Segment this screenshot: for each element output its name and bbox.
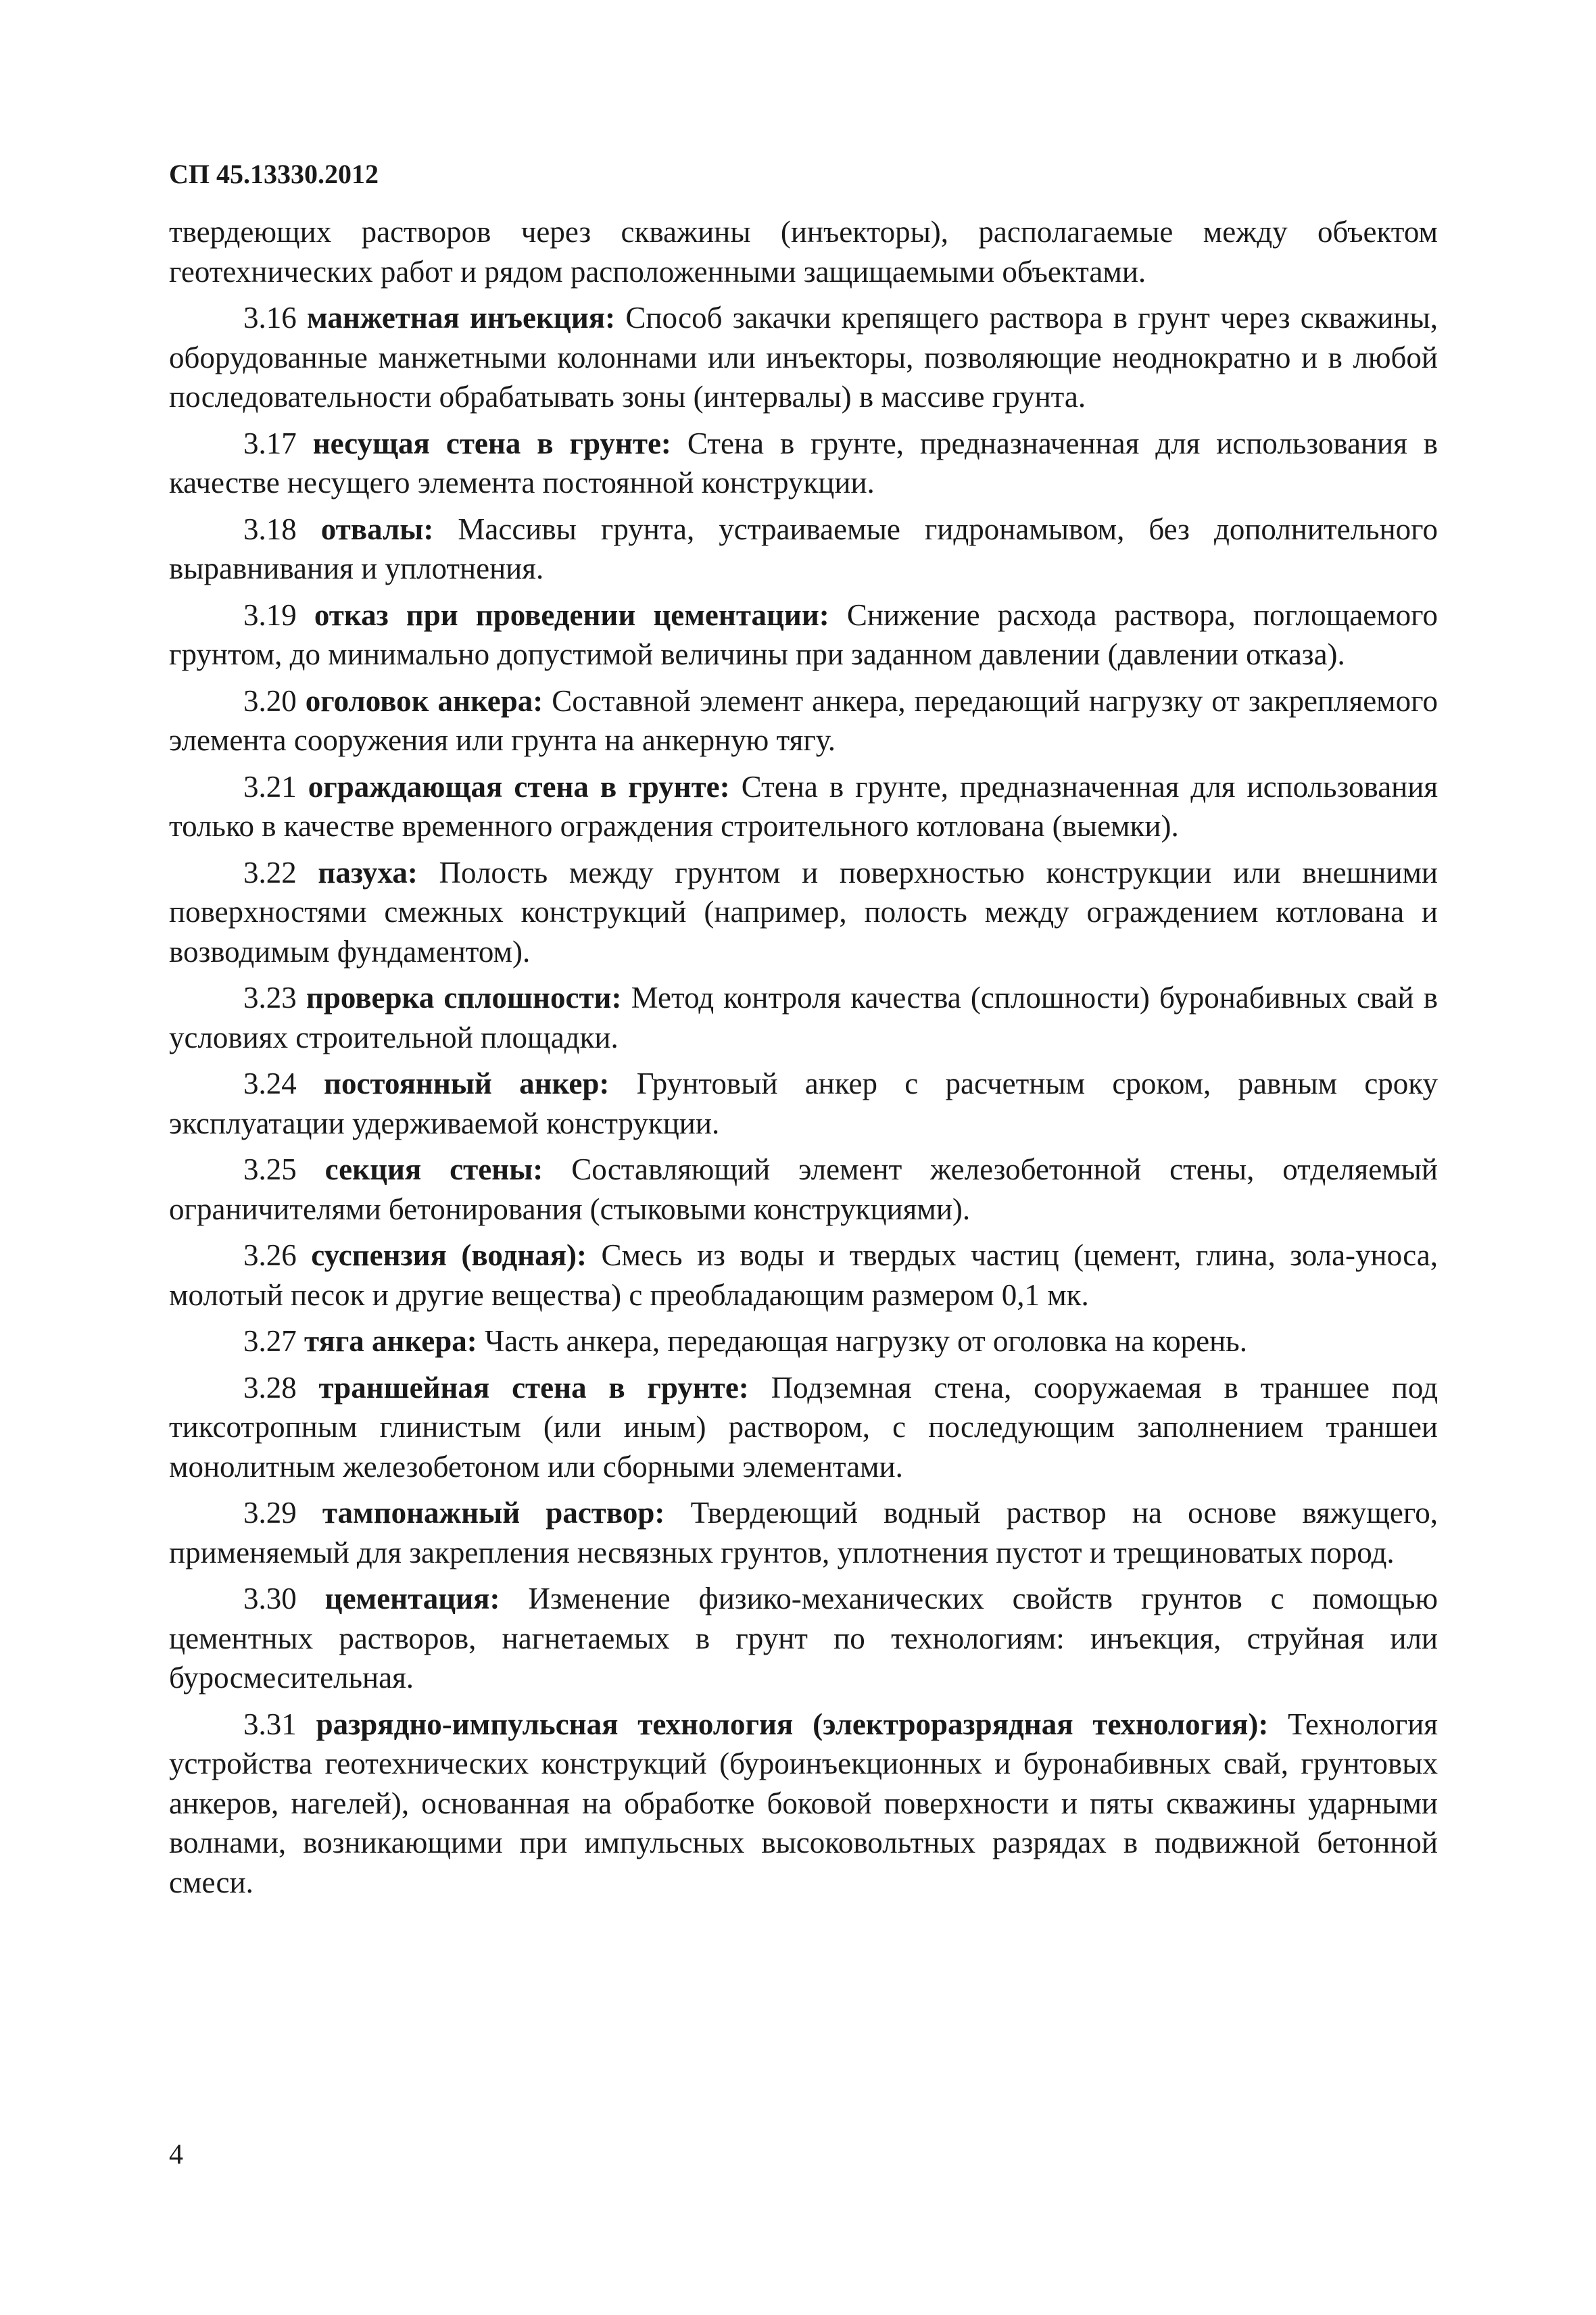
definition-3-16: [169, 298, 1438, 417]
definition-3-17: [169, 424, 1438, 503]
definition-number: 3.27: [243, 1324, 297, 1358]
definition-number: 3.29: [243, 1496, 297, 1530]
definition-3-28: [169, 1368, 1438, 1487]
definition-term: цементация:: [324, 1582, 500, 1615]
definition-text: Технология устройства геотехнических конструкций (буроинъекционных и буронабивных свай, грунтовых анкеров, нагелей), основанная на обработке боковой поверхности и пяты скважины ударными волнами, возникающими при импульсных высоковольтных разрядах в подвижной бетонной смеси.: [169, 1707, 1438, 1899]
definition-number: 3.18: [243, 512, 297, 546]
definition-3-19: [169, 595, 1438, 675]
definition-text: Смесь из воды и твердых частиц (цемент, глина, зола-уноса, молотый песок и другие вещества) с преобладающим размером 0,1 мк.: [169, 1238, 1438, 1312]
definition-term: оголовок анкера:: [305, 683, 543, 718]
definition-term: отвалы:: [320, 512, 434, 546]
definition-3-18: [169, 510, 1438, 589]
document-code: СП 45.13330.2012: [169, 159, 379, 189]
definition-text: Грунтовый анкер с расчетным сроком, равным сроку эксплуатации удерживаемой конструкции.: [169, 1067, 1438, 1140]
definition-text: Твердеющий водный раствор на основе вяжущего, применяемый для закрепления несвязных грунтов, уплотнения пустот и трещиноватых пород.: [169, 1496, 1438, 1569]
definition-number: 3.19: [243, 598, 297, 632]
definition-text: Изменение физико-механических свойств грунтов с помощью цементных растворов, нагнетаемых в грунт по технологиям: инъекция, струйная или буросмесительная.: [169, 1582, 1438, 1695]
definition-3-25: [169, 1150, 1438, 1229]
page-number: 4: [169, 2139, 183, 2170]
definition-term: траншейная стена в грунте:: [318, 1370, 749, 1405]
document-body: [169, 212, 1438, 1909]
definition-3-29: [169, 1493, 1438, 1572]
definition-number: 3.26: [243, 1238, 297, 1272]
definition-3-31: [169, 1705, 1438, 1903]
definition-term: секция стены:: [324, 1152, 543, 1186]
definition-3-24: [169, 1064, 1438, 1143]
definition-number: 3.23: [243, 981, 297, 1015]
definition-number: 3.20: [243, 683, 297, 718]
definition-text: Составляющий элемент железобетонной стены, отделяемый ограничителями бетонирования (стыковыми конструкциями).: [169, 1152, 1438, 1226]
definition-term: тампонажный раствор:: [322, 1496, 665, 1530]
definition-3-27: [169, 1321, 1438, 1361]
definition-number: 3.17: [243, 426, 297, 460]
definition-3-30: [169, 1579, 1438, 1698]
definition-text: Часть анкера, передающая нагрузку от оголовка на корень.: [485, 1324, 1247, 1358]
definition-term: тяга анкера:: [304, 1324, 477, 1358]
definition-text: Подземная стена, сооружаемая в траншее под тиксотропным глинистым (или иным) раствором, с последующим заполнением траншеи монолитным железобетоном или сборными элементами.: [169, 1370, 1438, 1484]
definition-number: 3.16: [243, 301, 297, 335]
definition-term: несущая стена в грунте:: [312, 426, 671, 460]
definition-number: 3.21: [243, 769, 297, 804]
definition-text: Стена в грунте, предназначенная для использования в качестве несущего элемента постоянной конструкции.: [169, 426, 1438, 499]
definition-number: 3.25: [243, 1152, 297, 1186]
definition-term: проверка сплошности:: [306, 981, 622, 1015]
definition-number: 3.31: [243, 1707, 297, 1741]
definition-term: отказ при проведении цементации:: [314, 598, 829, 632]
definition-text: Способ закачки крепящего раствора в грунт через скважины, оборудованные манжетными колоннами или инъекторы, позволяющие неоднократно и в любой последовательности обрабатывать зоны (интервалы) в массиве грунта.: [169, 301, 1438, 414]
definition-3-21: [169, 767, 1438, 846]
definition-term: разрядно-импульсная технология (электроразрядная технология):: [316, 1707, 1269, 1741]
definition-number: 3.24: [243, 1067, 297, 1100]
definition-text: Полость между грунтом и поверхностью конструкции или внешними поверхностями смежных конструкций (например, полость между ограждением котлована и возводимым фундаментом).: [169, 855, 1438, 969]
definition-term: суспензия (водная):: [311, 1238, 587, 1272]
definition-text: Метод контроля качества (сплошности) буронабивных свай в условиях строительной площадки.: [169, 981, 1438, 1054]
definition-number: 3.22: [243, 855, 297, 890]
definition-text: Составной элемент анкера, передающий нагрузку от закрепляемого элемента сооружения или грунта на анкерную тягу.: [169, 683, 1438, 757]
definition-term: постоянный анкер:: [324, 1067, 610, 1100]
definition-number: 3.30: [243, 1582, 297, 1615]
continuation-paragraph: твердеющих растворов через скважины (инъекторы), располагаемые между объектом геотехнических работ и рядом расположенными защищаемыми объектами.: [169, 215, 1438, 289]
definition-term: манжетная инъекция:: [307, 301, 616, 335]
definition-text: Массивы грунта, устраиваемые гидронамывом, без дополнительного выравнивания и уплотнения.: [169, 512, 1438, 585]
definition-3-26: [169, 1236, 1438, 1315]
definition-3-20: [169, 681, 1438, 760]
definition-3-22: [169, 853, 1438, 972]
definition-term: ограждающая стена в грунте:: [308, 769, 730, 804]
definition-text: Стена в грунте, предназначенная для использования только в качестве временного ограждения строительного котлована (выемки).: [169, 769, 1438, 843]
definition-term: пазуха:: [318, 855, 418, 890]
definition-number: 3.28: [243, 1370, 297, 1405]
definition-text: Снижение расхода раствора, поглощаемого грунтом, до минимально допустимой величины при заданном давлении (давлении отказа).: [169, 598, 1438, 671]
definition-3-23: [169, 978, 1438, 1057]
